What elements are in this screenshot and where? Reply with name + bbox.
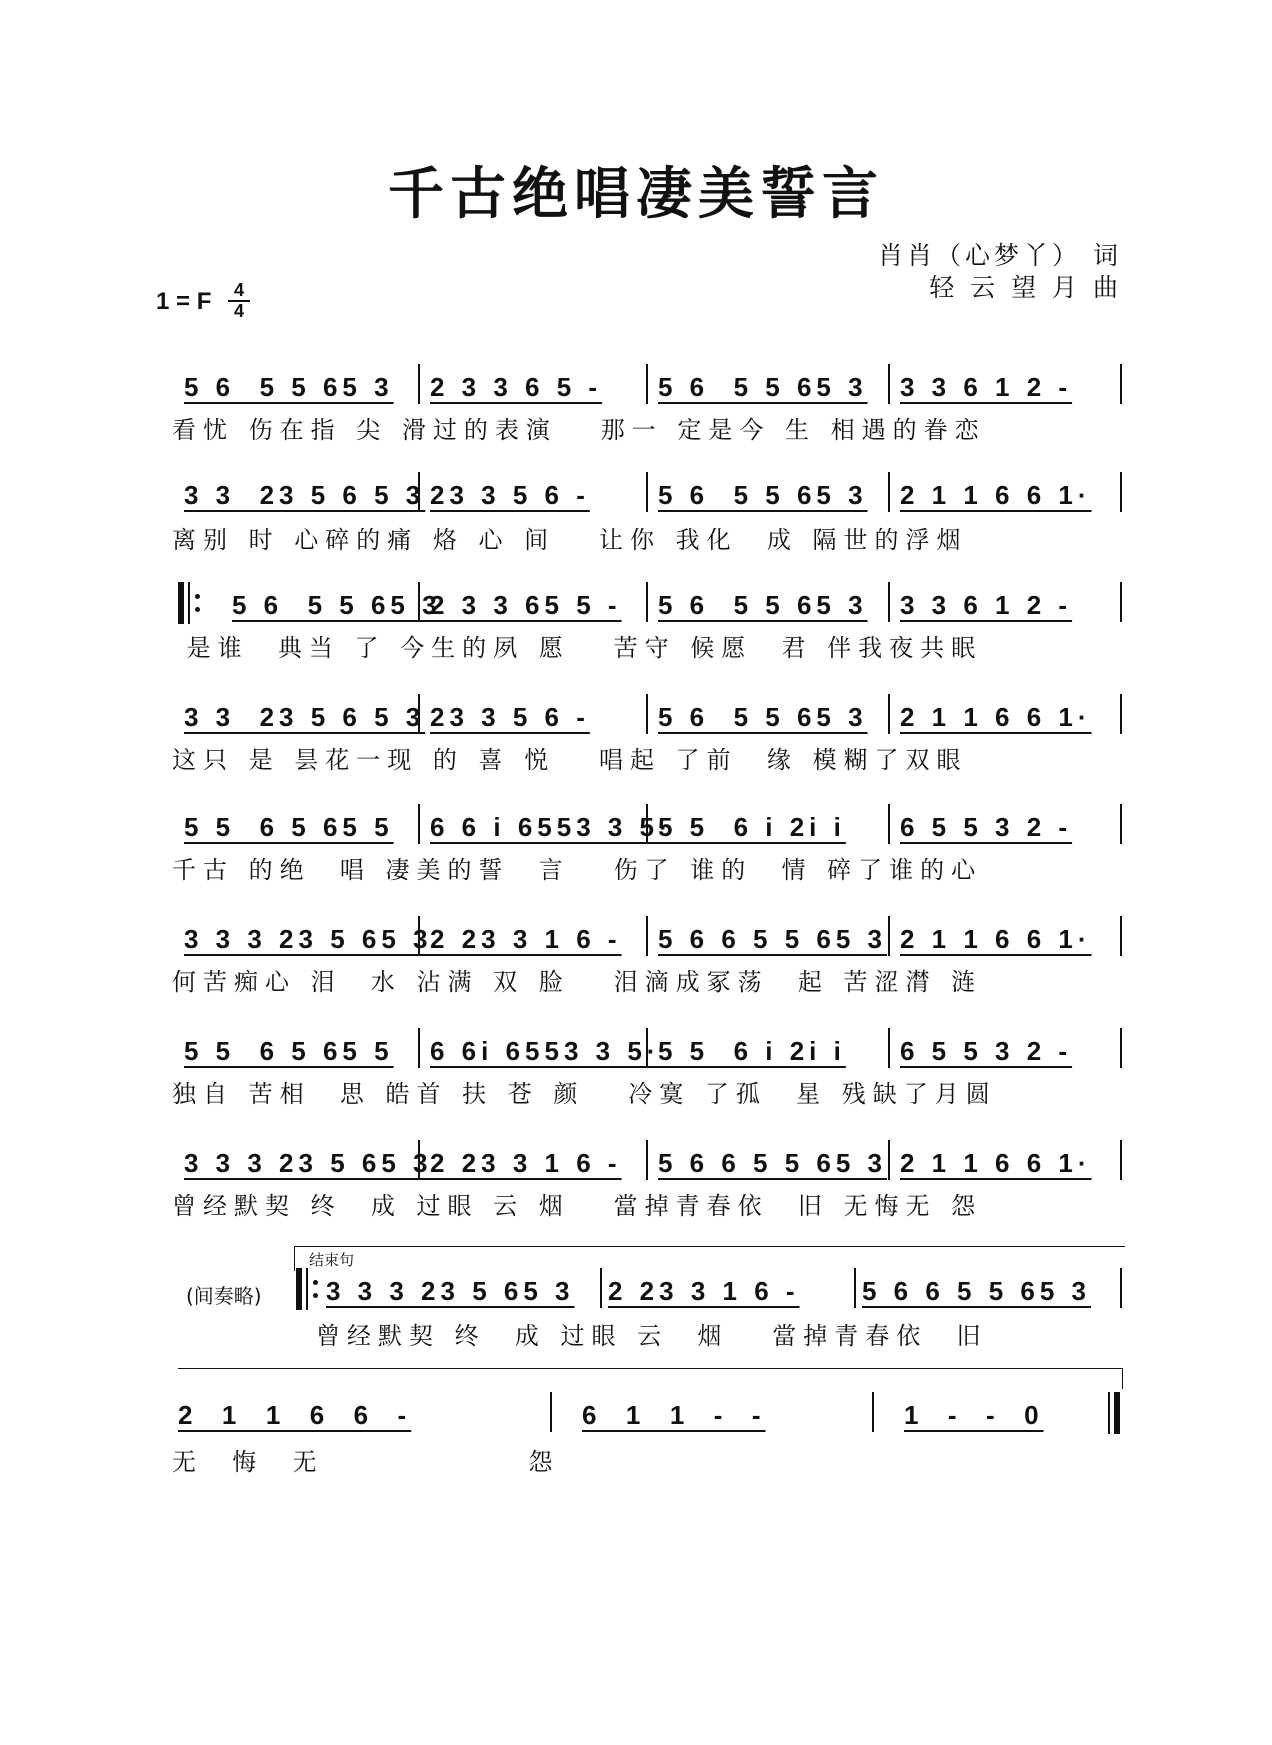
measure-notes: 2 1 1 6 6 1· bbox=[900, 480, 1092, 510]
measure-notes: 2 3 3 65 5 - bbox=[430, 590, 622, 620]
barline bbox=[646, 804, 648, 844]
measure-notes: 2 1 1 6 6 - bbox=[178, 1400, 412, 1430]
barline bbox=[646, 472, 648, 512]
lyrics-line: 离别 时 心碎的痛 烙 心 间 让你 我化 成 隔世的浮烟 bbox=[172, 526, 968, 554]
measure-notes: 5 6 5 5 65 3 bbox=[232, 590, 442, 620]
measure-notes: 5 6 5 5 65 3 bbox=[658, 590, 868, 620]
measure-notes: 3 3 23 5 6 5 3 bbox=[184, 702, 426, 732]
barline bbox=[600, 1268, 602, 1308]
lyricist-credit: 肖肖（心梦丫） 词 bbox=[878, 241, 1122, 270]
measure-notes: 5 5 6 5 65 5 bbox=[184, 1036, 394, 1066]
lyrics-line: 曾经默契 终 成 过眼 云 烟 當掉青春依 旧 bbox=[316, 1322, 988, 1350]
barline bbox=[646, 916, 648, 956]
barline bbox=[418, 582, 420, 622]
measure-notes: 3 3 3 23 5 65 3 bbox=[326, 1276, 575, 1306]
measure-notes: 5 6 5 5 65 3 bbox=[658, 480, 868, 510]
measure-notes: 2 23 3 1 6 - bbox=[430, 924, 622, 954]
measure-notes: 5 6 6 5 5 65 3 bbox=[862, 1276, 1092, 1306]
lyrics-line: 无 悔 无 怨 bbox=[172, 1448, 560, 1476]
measure-notes: 5 5 6 i 2i i bbox=[658, 812, 846, 842]
measure-notes: 2 23 3 1 6 - bbox=[608, 1276, 800, 1306]
measure-notes: 5 6 5 5 65 3 bbox=[184, 372, 394, 402]
barline bbox=[646, 1028, 648, 1068]
interlude-note: (间奏略) bbox=[186, 1284, 262, 1308]
lyrics-line: 千古 的绝 唱 凄美的誓 言 伤了 谁的 情 碎了谁的心 bbox=[172, 856, 983, 884]
lyrics-line: 这只 是 昙花一现 的 喜 悦 唱起 了前 缘 模糊了双眼 bbox=[172, 746, 968, 774]
barline bbox=[1120, 916, 1122, 956]
barline bbox=[418, 1140, 420, 1180]
measure-notes: 2 1 1 6 6 1· bbox=[900, 702, 1092, 732]
barline bbox=[1120, 804, 1122, 844]
measure-notes: 5 6 5 5 65 3 bbox=[658, 372, 868, 402]
barline bbox=[646, 694, 648, 734]
composer-credit: 轻 云 望 月 曲 bbox=[929, 273, 1122, 302]
barline bbox=[888, 1028, 890, 1068]
measure-notes: 3 3 6 1 2 - bbox=[900, 590, 1073, 620]
time-signature-top: 4 bbox=[233, 280, 244, 300]
barline bbox=[1120, 472, 1122, 512]
barline bbox=[1120, 582, 1122, 622]
volta-bracket bbox=[294, 1246, 1125, 1271]
barline bbox=[888, 916, 890, 956]
measure-notes: 6 6 i 6553 3 5· bbox=[430, 812, 673, 842]
barline bbox=[854, 1268, 856, 1308]
lyrics-line: 看忧 伤在指 尖 滑过的表演 那一 定是今 生 相遇的眷恋 bbox=[172, 416, 986, 444]
measure-notes: 23 3 5 6 - bbox=[430, 702, 590, 732]
measure-notes: 6 5 5 3 2 - bbox=[900, 812, 1073, 842]
measure-notes: 2 3 3 6 5 - bbox=[430, 372, 603, 402]
barline bbox=[1120, 1140, 1122, 1180]
barline bbox=[888, 364, 890, 404]
barline bbox=[872, 1392, 874, 1432]
lyrics-line: 曾经默契 终 成 过眼 云 烟 當掉青春依 旧 无悔无 怨 bbox=[172, 1192, 983, 1220]
measure-notes: 2 1 1 6 6 1· bbox=[900, 924, 1092, 954]
barline bbox=[888, 582, 890, 622]
measure-notes: 1 - - 0 bbox=[904, 1400, 1044, 1430]
lyrics-line: 何苦痴心 泪 水 沾满 双 脸 泪滴成冢荡 起 苦涩潸 涟 bbox=[172, 968, 983, 996]
barline bbox=[646, 582, 648, 622]
barline bbox=[888, 804, 890, 844]
measure-notes: 6 1 1 - - bbox=[582, 1400, 766, 1430]
barline bbox=[418, 1028, 420, 1068]
barline bbox=[418, 694, 420, 734]
barline bbox=[418, 364, 420, 404]
barline bbox=[646, 364, 648, 404]
lyrics-line: 独自 苦相 思 皓首 扶 苍 颜 冷寞 了孤 星 残缺了月圆 bbox=[172, 1080, 997, 1108]
measure-notes: 6 6i 6553 3 5· bbox=[430, 1036, 661, 1066]
key-signature: 1 = F bbox=[156, 288, 212, 315]
measure-notes: 2 23 3 1 6 - bbox=[430, 1148, 622, 1178]
measure-notes: 5 5 6 5 65 5 bbox=[184, 812, 394, 842]
barline bbox=[1120, 694, 1122, 734]
lyrics-line: 是谁 典当 了 今生的夙 愿 苦守 候愿 君 伴我夜共眠 bbox=[172, 634, 983, 662]
volta-label: 结束句 bbox=[309, 1251, 355, 1269]
barline bbox=[418, 804, 420, 844]
measure-notes: 23 3 5 6 - bbox=[430, 480, 590, 510]
measure-notes: 3 3 3 23 5 65 3 bbox=[184, 1148, 433, 1178]
measure-notes: 5 5 6 i 2i i bbox=[658, 1036, 846, 1066]
measure-notes: 2 1 1 6 6 1· bbox=[900, 1148, 1092, 1178]
barline bbox=[1120, 364, 1122, 404]
time-signature-bottom: 4 bbox=[233, 301, 244, 321]
measure-notes: 6 5 5 3 2 - bbox=[900, 1036, 1073, 1066]
measure-notes: 3 3 3 23 5 65 3 bbox=[184, 924, 433, 954]
barline bbox=[418, 472, 420, 512]
measure-notes: 3 3 23 5 6 5 3 bbox=[184, 480, 426, 510]
measure-notes: 5 6 6 5 5 65 3 bbox=[658, 1148, 888, 1178]
barline bbox=[550, 1392, 552, 1432]
barline bbox=[888, 1140, 890, 1180]
measure-notes: 5 6 6 5 5 65 3 bbox=[658, 924, 888, 954]
system-bracket-line bbox=[178, 1368, 1123, 1389]
time-signature bbox=[228, 282, 250, 320]
barline bbox=[1120, 1268, 1122, 1308]
barline bbox=[888, 472, 890, 512]
barline bbox=[888, 694, 890, 734]
barline bbox=[646, 1140, 648, 1180]
barline bbox=[418, 916, 420, 956]
song-title: 千古绝唱凄美誓言 bbox=[388, 161, 884, 227]
measure-notes: 3 3 6 1 2 - bbox=[900, 372, 1073, 402]
measure-notes: 5 6 5 5 65 3 bbox=[658, 702, 868, 732]
barline bbox=[1120, 1028, 1122, 1068]
